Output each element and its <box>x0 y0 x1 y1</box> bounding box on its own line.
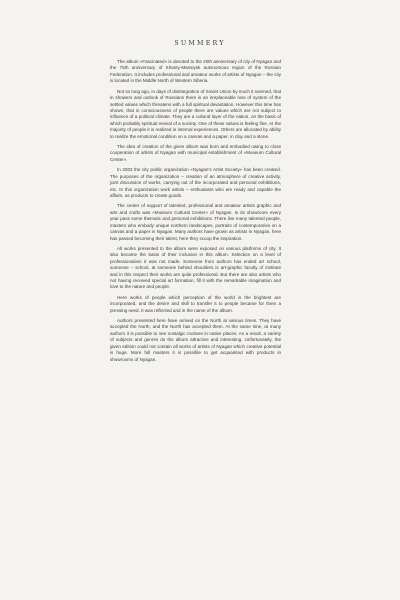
paragraph: All works presented to the album were exposed on various platforms of city. It also became the basis of their inclusion in this album. Selection on a level of professionalism it was not made. Someone from authors has ended art school, someone – school, at someone behind shoulders is art-graphic faculty of institute and in this respect their works are quite professional. But there are also artists who not having received special art formation, fill it with the remarkable imagination and love to the nature and people. <box>110 245 281 290</box>
paragraph: Authors presented here have arrived on the North at various times. They have accepted the North, and the North has accepted them. At the same time, at many authors it is possible to see nostalgic motives in native places. As a result, a variety of subjects and genres do the album attractive and interesting. Unfortunately, the given edition could not contain all works of artists of Nyagan which creative potential is huge. More full masters it is possible to get acquainted with products in showrooms of Nyagan. <box>110 317 281 362</box>
paragraph: The album «Fascinated» is devoted to the 20th anniversary of city of Nyagan and the 75th anniversary of Khanty-Mansiysk autonomous region of the Russian Federation. It includes professional and amateur works of artists of Nyagan – the city is located in the Middle North of Western Siberia. <box>110 59 281 84</box>
paragraph: The center of support of talented, professional and amateur artists graphic and arts and crafts was «Museum Cultural Center» of Nyagan. In its showroom every year pass some thematic and personal exhibitions. There live many talented people, masters who embody unique northern landscapes, portraits of contemporaries on a canvas and a paper in Nyagan. Many authors have grown as artists in Nyagan, here has passed becoming their talent, here they scoop the inspiration. <box>110 203 281 241</box>
summary-body <box>110 59 281 367</box>
paragraph: The idea of creation of the given album was born and embodied owing to close cooperation of artists of Nyagan with municipal establishment of «Museum Cultural Center». <box>110 144 281 162</box>
paragraph: Here works of people which perception of the world is the brightest are incorporated, and the desire and skill to transfer it to people became for them a pressing need. It was reflected and in the name of the album. <box>110 294 281 313</box>
paragraph: Not so long ago, in days of disintegration of Soviet Union by much it seemed, that in showers and outlook of Russians there is an irreplaceable loss of system of the settled values which threatens with a full spiritual devastation. However this time has shown, that in consciousness of people there are values which are not subject to influence of a political climate. They are a cultural layer of the nation, on the basis of which probably spiritual revival of a society. One of these values is feeling fine. At the majority of people it is realized in internal experiences. Others are allocated by ability to realize the emotional condition on a canvas and a paper, in clay and a stone. <box>110 88 281 139</box>
paragraph: In 2002 the city public organization «Nyagan's Artist Society» has been created. The purposes of the organization – creation of an atmosphere of creative activity, joint discussion of works, carrying out of the incorporated and personal exhibitions, etc. In this organization work artists – enthusiasts who are ready and capable the affairs, as products to create goods. <box>110 167 281 198</box>
page-heading: SUMMERY <box>174 40 226 47</box>
